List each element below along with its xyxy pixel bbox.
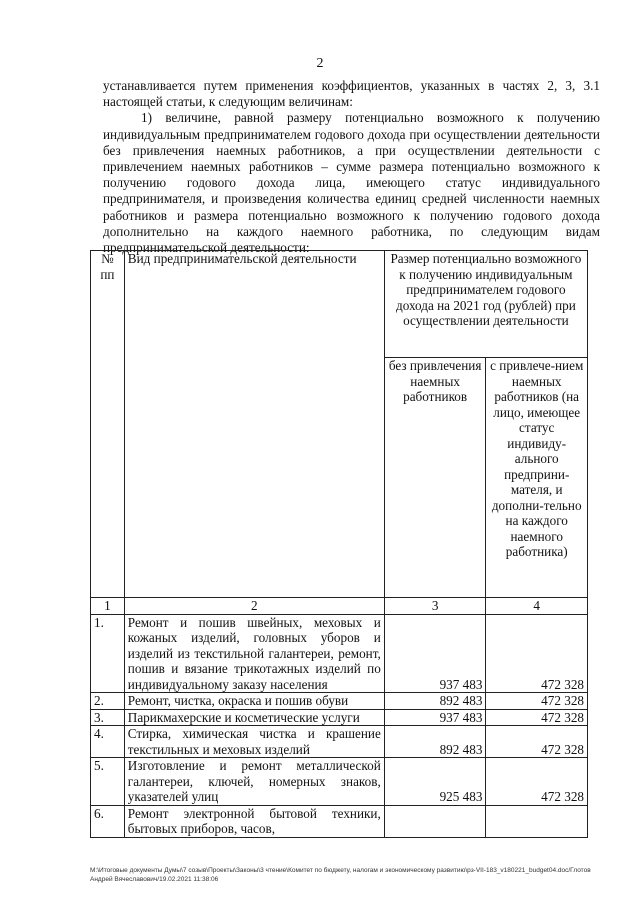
header-num: № пп <box>91 251 125 598</box>
row-without: 937 483 <box>384 614 486 693</box>
row-with <box>486 805 588 837</box>
row-num: 2. <box>91 693 125 710</box>
row-num: 5. <box>91 758 125 806</box>
row-activity: Ремонт и пошив швейных, меховых и кожаных изделий, головных уборов и изделий из текстильной галантереи, ремонт, пошив и вязание трикотажных изделий по индивидуальному заказу населения <box>124 614 384 693</box>
table-header-row <box>91 251 588 358</box>
row-activity: Парикмахерские и косметические услуги <box>124 709 384 726</box>
header-with: с привлече-нием наемных работников (на лицо, имеющее статус индивиду-ального предприни-мателя, и дополни-тельно на каждого наемного работника) <box>486 358 588 598</box>
row-without: 925 483 <box>384 758 486 806</box>
row-num: 1. <box>91 614 125 693</box>
col-number: 1 <box>91 598 125 615</box>
column-numbers-row <box>91 598 588 615</box>
row-without: 937 483 <box>384 709 486 726</box>
header-size: Размер потенциально возможного к получению индивидуальным предпринимателем годового дохода на 2021 год (рублей) при осуществлении деятельности <box>384 251 587 358</box>
intro-text <box>103 78 600 256</box>
col-number: 2 <box>124 598 384 615</box>
row-without: 892 483 <box>384 693 486 710</box>
row-with: 472 328 <box>486 693 588 710</box>
row-without <box>384 805 486 837</box>
row-activity: Ремонт электронной бытовой техники, бытовых приборов, часов, <box>124 805 384 837</box>
row-with: 472 328 <box>486 614 588 693</box>
col-number: 3 <box>384 598 486 615</box>
table-row <box>91 709 588 726</box>
income-table <box>90 250 588 838</box>
row-num: 3. <box>91 709 125 726</box>
table-row <box>91 614 588 693</box>
header-without: без привлечения наемных работников <box>384 358 486 598</box>
row-activity: Изготовление и ремонт металлической галантереи, ключей, номерных знаков, указателей улиц <box>124 758 384 806</box>
row-with: 472 328 <box>486 709 588 726</box>
row-activity: Стирка, химическая чистка и крашение текстильных и меховых изделий <box>124 726 384 758</box>
row-without: 892 483 <box>384 726 486 758</box>
table-row <box>91 758 588 806</box>
row-num: 6. <box>91 805 125 837</box>
row-with: 472 328 <box>486 726 588 758</box>
page-number: 2 <box>316 56 324 71</box>
intro-paragraph-2: 1) величине, равной размеру потенциально возможного к получению индивидуальным предпринимателем годового дохода при осуществлении деятельности без привлечения наемных работников, а при осуществлении деятельности с привлечением наемных работников – сумме размера потенциально возможного к получению годового дохода лица, имеющего статус индивидуального предпринимателя, и произведения количества единиц средней численности наемных работников и размера потенциально возможного к получению годового дохода дополнительно на каждого наемного работника, по следующим видам предпринимательской деятельности: <box>103 110 600 256</box>
row-num: 4. <box>91 726 125 758</box>
intro-paragraph-1: устанавливается путем применения коэффициентов, указанных в частях 2, 3, 3.1 настоящей статьи, к следующим величинам: <box>103 78 600 110</box>
col-number: 4 <box>486 598 588 615</box>
header-activity: Вид предпринимательской деятельности <box>124 251 384 598</box>
table-row <box>91 693 588 710</box>
row-with: 472 328 <box>486 758 588 806</box>
table-row <box>91 805 588 837</box>
file-path-footer: M:\Итоговые документы Думы\7 созыв\Проекты\Законы\3 чтение\Комитет по бюджету, налогам и экономическому развитию\рз-VII-183_v180221_budget04.doc/Глотов Андрей Вячеславович/19.02.2021 11:38:06 <box>90 867 591 883</box>
table-row <box>91 726 588 758</box>
row-activity: Ремонт, чистка, окраска и пошив обуви <box>124 693 384 710</box>
